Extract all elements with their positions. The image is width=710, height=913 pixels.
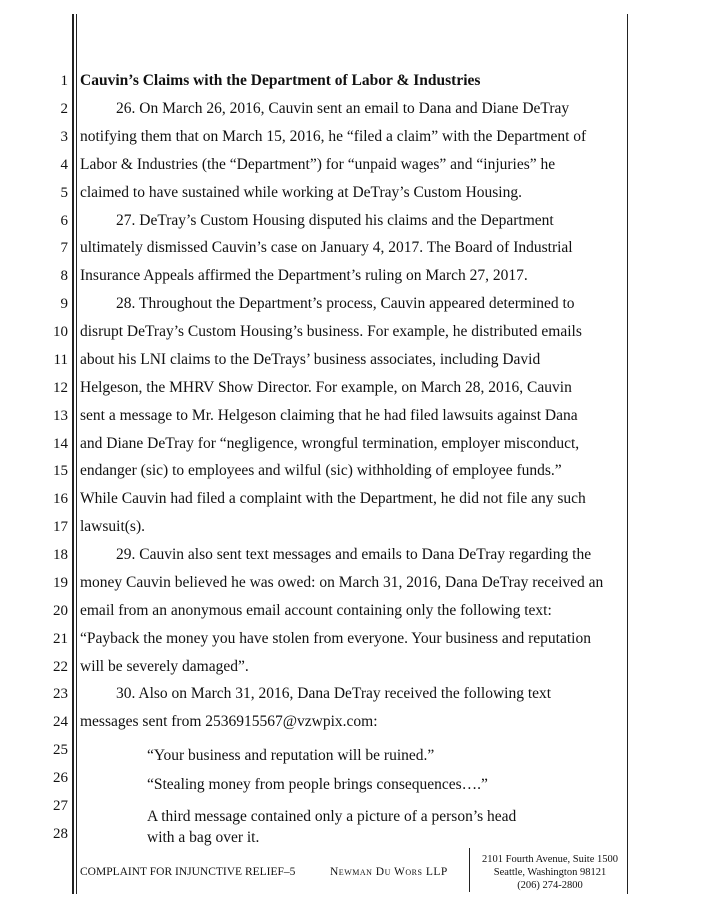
footer-address-line1: 2101 Fourth Avenue, Suite 1500 [481, 854, 618, 865]
line-number: 13 [53, 408, 68, 424]
block-quote-line: A third message contained only a picture of a person’s head [147, 808, 517, 825]
section-heading: Cauvin’s Claims with the Department of Labor & Industries [80, 72, 481, 89]
line-number: 28 [53, 826, 68, 842]
paragraph-28-line: 28. Throughout the Department’s process, Cauvin appeared determined to [116, 295, 575, 312]
paragraph-28-line: Helgeson, the MHRV Show Director. For example, on March 28, 2016, Cauvin [80, 379, 572, 396]
line-number: 24 [53, 714, 68, 730]
line-number: 12 [53, 380, 68, 396]
line-number: 23 [53, 686, 68, 702]
footer-firm-name: Newman Du Wors LLP [330, 866, 448, 878]
line-number: 14 [53, 436, 68, 452]
line-number: 15 [53, 463, 68, 479]
line-number: 20 [53, 603, 68, 619]
footer-document-title: COMPLAINT FOR INJUNCTIVE RELIEF–5 [80, 866, 296, 878]
paragraph-28-line: sent a message to Mr. Helgeson claiming that he had filed lawsuits against Dana [80, 407, 578, 424]
paragraph-28-line: about his LNI claims to the DeTrays’ business associates, including David [80, 351, 541, 368]
line-number: 18 [53, 547, 68, 563]
paragraph-26-line: notifying them that on March 15, 2016, he “filed a claim” with the Department of [80, 128, 587, 145]
paragraph-28-line: endanger (sic) to employees and wilful (sic) withholding of employee funds.” [80, 462, 562, 479]
line-number: 1 [60, 73, 68, 89]
line-number: 2 [60, 101, 68, 117]
line-number: 16 [53, 491, 68, 507]
line-number: 25 [53, 742, 68, 758]
footer-address-line2: Seattle, Washington 98121 [493, 867, 607, 878]
paragraph-26-line: claimed to have sustained while working at DeTray’s Custom Housing. [80, 184, 522, 201]
block-quote-line: with a bag over it. [147, 829, 260, 846]
line-number: 27 [53, 798, 68, 814]
left-margin-rule-outer [72, 14, 74, 894]
paragraph-30-line: 30. Also on March 31, 2016, Dana DeTray received the following text [116, 685, 552, 702]
line-number: 10 [53, 324, 68, 340]
paragraph-28-line: While Cauvin had filed a complaint with the Department, he did not file any such [80, 490, 586, 507]
line-number: 22 [53, 659, 68, 675]
paragraph-28-line: and Diane DeTray for “negligence, wrongful termination, employer misconduct, [80, 435, 580, 452]
left-margin-rule-inner [76, 14, 77, 894]
paragraph-27-line: 27. DeTray’s Custom Housing disputed his claims and the Department [116, 212, 554, 229]
paragraph-29-line: 29. Cauvin also sent text messages and emails to Dana DeTray regarding the [116, 546, 592, 563]
paragraph-28-line: lawsuit(s). [80, 518, 146, 535]
footer-phone: (206) 274-2800 [517, 880, 583, 891]
line-number: 3 [60, 129, 68, 145]
line-number: 21 [53, 631, 68, 647]
line-number: 8 [60, 268, 68, 284]
paragraph-27-line: Insurance Appeals affirmed the Department’s ruling on March 27, 2017. [80, 267, 528, 284]
paragraph-27-line: ultimately dismissed Cauvin’s case on January 4, 2017. The Board of Industrial [80, 239, 573, 256]
block-quote-line: “Your business and reputation will be ruined.” [147, 747, 435, 764]
footer-separator [469, 848, 470, 892]
line-number: 17 [53, 519, 68, 535]
line-number: 26 [53, 770, 68, 786]
paragraph-29-line: money Cauvin believed he was owed: on March 31, 2016, Dana DeTray received an [80, 574, 604, 591]
line-number: 4 [60, 157, 68, 173]
footer-address [474, 853, 626, 892]
right-margin-rule [627, 14, 628, 894]
line-number: 7 [60, 240, 68, 256]
line-number: 19 [53, 575, 68, 591]
line-number: 11 [53, 352, 68, 368]
line-number: 6 [60, 213, 68, 229]
line-number: 5 [60, 185, 68, 201]
paragraph-28-line: disrupt DeTray’s Custom Housing’s business. For example, he distributed emails [80, 323, 582, 340]
line-number: 9 [60, 296, 68, 312]
paragraph-30-line: messages sent from 2536915567@vzwpix.com: [80, 713, 378, 730]
paragraph-26-line: Labor & Industries (the “Department”) for “unpaid wages” and “injuries” he [80, 156, 556, 173]
paragraph-29-line: email from an anonymous email account containing only the following text: [80, 602, 552, 619]
block-quote-line: “Stealing money from people brings consequences….” [147, 776, 488, 793]
paragraph-29-line: “Payback the money you have stolen from everyone. Your business and reputation [80, 630, 591, 647]
paragraph-26-line: 26. On March 26, 2016, Cauvin sent an email to Dana and Diane DeTray [116, 100, 570, 117]
paragraph-29-line: will be severely damaged”. [80, 658, 249, 675]
